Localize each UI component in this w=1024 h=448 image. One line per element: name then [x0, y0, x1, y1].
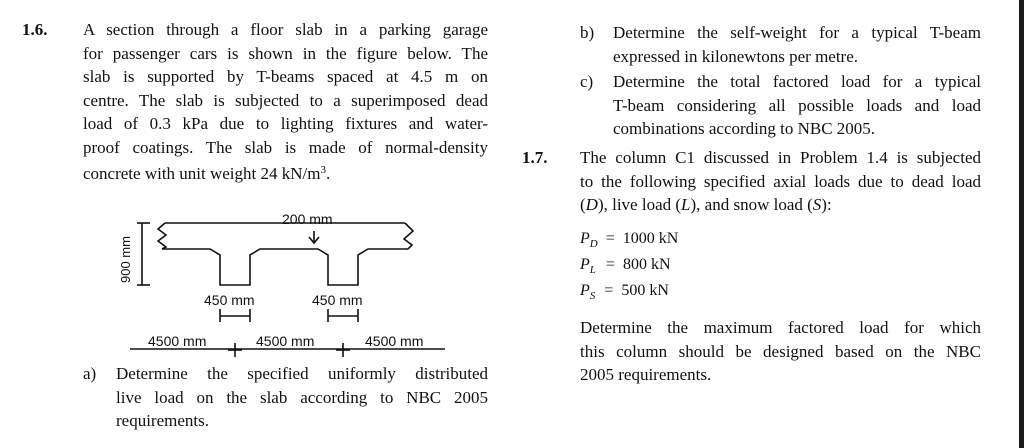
load-symbol: P [580, 282, 590, 299]
text-line: combinations according to NBC 2005. [613, 119, 876, 138]
text-line [83, 159, 488, 186]
load-snow [580, 278, 669, 309]
symbol-l: L [681, 195, 691, 214]
web-width-label-1: 450 mm [204, 292, 255, 308]
equals-sign: = [605, 256, 615, 273]
text-line: Determine the maximum factored load for which [580, 318, 981, 337]
part-a-text [116, 362, 488, 433]
part-b-label: b) [580, 23, 595, 42]
slab-thickness-label: 200 mm [282, 211, 333, 227]
text-line: Determine the specified uniformly distributed [116, 364, 488, 383]
load-value: 500 kN [621, 282, 669, 299]
problem-1-7-closing [580, 316, 981, 387]
symbol-d: D [585, 195, 598, 214]
symbol-s: S [812, 195, 822, 214]
load-subscript: L [589, 264, 596, 276]
part-c-text [613, 70, 981, 141]
text-line: for passenger cars is shown in the figure below. The [83, 43, 488, 63]
text-line: expressed in kilonewtons per metre. [613, 46, 859, 66]
part-b-text [613, 21, 981, 68]
problem-1-7-intro [580, 146, 981, 217]
text-line: proof coatings. The slab is made of normal-density [83, 137, 488, 157]
part-a-label: a) [83, 364, 97, 383]
text-line: live load on the slab according to NBC 2005 [116, 387, 488, 407]
load-symbol: P [580, 230, 590, 247]
t-beam-section-figure [100, 205, 470, 365]
left-break-line [158, 223, 166, 249]
load-value: 1000 kN [622, 230, 679, 247]
span-label-1: 4500 mm [148, 333, 207, 349]
text-line: this column should be designed based on the NBC [580, 341, 981, 361]
slab-and-webs-outline [162, 249, 408, 285]
text-fragment: ): [821, 195, 832, 214]
text-fragment: ( [580, 195, 586, 214]
text-line: A section through a floor slab in a parking garage [83, 20, 488, 39]
text-line: The column C1 discussed in Problem 1.4 is subjected [580, 148, 981, 167]
text-line: centre. The slab is subjected to a superimposed dead [83, 90, 488, 110]
text-line: slab is supported by T-beams spaced at 4.5 m on [83, 67, 488, 86]
span-label-3: 4500 mm [365, 333, 424, 349]
span-label-2: 4500 mm [256, 333, 315, 349]
text-line: 2005 requirements. [580, 365, 712, 384]
problem-1-7-number: 1.7. [522, 148, 548, 167]
equals-sign: = [604, 282, 614, 299]
problem-1-6-number: 1.6. [22, 20, 48, 39]
load-subscript: S [589, 290, 596, 302]
page-edge [1019, 0, 1024, 448]
right-break-line [404, 223, 413, 249]
text-line: Determine the total factored load for a typical [613, 72, 981, 91]
text-fragment: . [325, 164, 331, 183]
equals-sign: = [605, 230, 615, 247]
text-fragment: concrete with unit weight 24 kN/m [83, 164, 321, 183]
text-fragment: ), and snow load ( [690, 195, 813, 214]
text-line: requirements. [116, 411, 209, 430]
problem-1-6-text [83, 18, 488, 186]
load-subscript: D [589, 238, 598, 250]
text-line: load of 0.3 kPa due to lighting fixtures and water- [83, 114, 488, 133]
text-line: Determine the self-weight for a typical T-beam [613, 23, 981, 42]
web-width-label-2: 450 mm [312, 292, 363, 308]
load-symbol: P [580, 256, 590, 273]
text-line: to the following specified axial loads due to dead load [580, 171, 981, 191]
load-value: 800 kN [622, 256, 671, 273]
depth-label: 900 mm [118, 236, 133, 283]
text-line: T-beam considering all possible loads and load [613, 95, 981, 115]
text-fragment: ), live load ( [597, 195, 682, 214]
unit-exponent: 3 [320, 164, 326, 176]
part-c-label: c) [580, 72, 594, 91]
text-line [580, 193, 981, 217]
